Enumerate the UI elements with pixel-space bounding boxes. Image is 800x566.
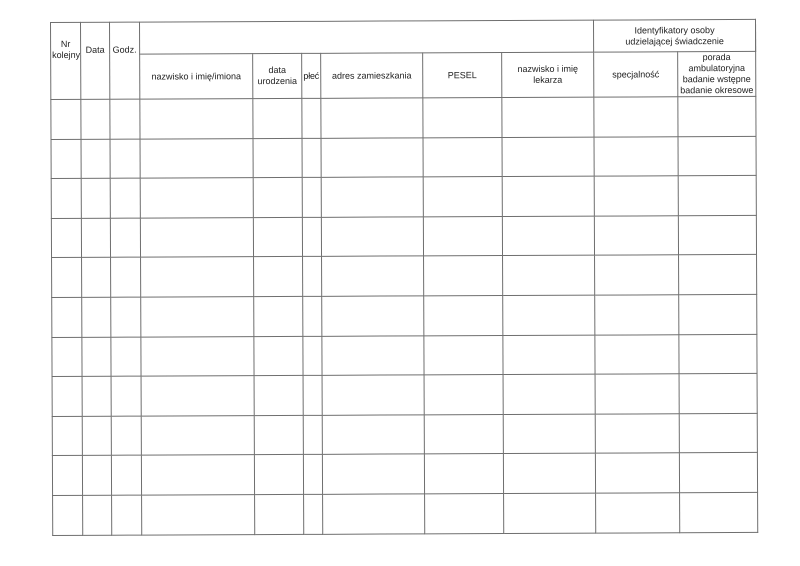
- table-row: [52, 374, 757, 417]
- cell-nazwisko-imiona[interactable]: [141, 257, 254, 297]
- cell-data[interactable]: [82, 456, 111, 496]
- cell-nazwisko-imiona[interactable]: [140, 217, 253, 257]
- header-row-top: [51, 19, 756, 54]
- table-body: [51, 96, 758, 535]
- cell-data-urodzenia[interactable]: [253, 98, 302, 138]
- cell-rodzaj-swiadczenia[interactable]: [679, 255, 757, 295]
- cell-godz[interactable]: [110, 139, 140, 179]
- header-data: Data: [81, 22, 110, 99]
- header-nazwisko-imiona: nazwisko i imię/imiona: [140, 54, 253, 99]
- cell-plec[interactable]: [303, 375, 322, 415]
- cell-plec[interactable]: [303, 415, 322, 455]
- header-nazwisko-lekarza: nazwisko i imię lekarza: [502, 52, 594, 97]
- cell-nazwisko-lekarza[interactable]: [503, 256, 595, 296]
- cell-specjalnosc[interactable]: [594, 136, 678, 176]
- cell-nr-kolejny[interactable]: [52, 297, 82, 337]
- cell-pesel[interactable]: [423, 98, 502, 138]
- cell-specjalnosc[interactable]: [595, 295, 679, 335]
- cell-pesel[interactable]: [424, 256, 503, 296]
- cell-adres-zamieszkania[interactable]: [321, 137, 423, 177]
- cell-adres-zamieszkania[interactable]: [322, 375, 424, 415]
- cell-nazwisko-lekarza[interactable]: [503, 374, 595, 414]
- header-row-bottom: [51, 51, 756, 99]
- cell-godz[interactable]: [111, 416, 141, 456]
- cell-data[interactable]: [81, 218, 110, 258]
- cell-nr-kolejny[interactable]: [51, 99, 81, 139]
- cell-pesel[interactable]: [424, 414, 503, 454]
- table-row: [52, 294, 757, 337]
- cell-nazwisko-imiona[interactable]: [140, 138, 253, 178]
- header-plec: płeć: [302, 53, 321, 98]
- table-row: [51, 176, 756, 219]
- cell-data[interactable]: [82, 258, 111, 298]
- header-patient-group: [140, 20, 594, 54]
- cell-nr-kolejny[interactable]: [52, 258, 82, 298]
- cell-rodzaj-swiadczenia[interactable]: [679, 334, 757, 374]
- cell-nazwisko-lekarza[interactable]: [502, 97, 594, 137]
- cell-nazwisko-imiona[interactable]: [141, 297, 254, 337]
- cell-pesel[interactable]: [424, 375, 503, 415]
- cell-rodzaj-swiadczenia[interactable]: [679, 453, 757, 493]
- cell-nr-kolejny[interactable]: [51, 179, 81, 219]
- cell-plec[interactable]: [303, 336, 322, 376]
- cell-adres-zamieszkania[interactable]: [322, 415, 424, 455]
- cell-data[interactable]: [81, 99, 110, 139]
- cell-nr-kolejny[interactable]: [52, 337, 82, 377]
- cell-nazwisko-imiona[interactable]: [140, 178, 253, 218]
- cell-nazwisko-lekarza[interactable]: [503, 295, 595, 335]
- cell-nazwisko-imiona[interactable]: [141, 336, 254, 376]
- cell-godz[interactable]: [111, 257, 141, 297]
- cell-data-urodzenia[interactable]: [253, 138, 302, 178]
- header-identyfikatory: Identyfikatory osoby udzielającej świadczenie: [593, 19, 755, 52]
- cell-adres-zamieszkania[interactable]: [321, 217, 423, 257]
- cell-adres-zamieszkania[interactable]: [323, 494, 425, 534]
- cell-data-urodzenia[interactable]: [254, 376, 303, 416]
- cell-pesel[interactable]: [423, 177, 502, 217]
- cell-pesel[interactable]: [423, 216, 502, 256]
- cell-specjalnosc[interactable]: [594, 97, 678, 137]
- cell-godz[interactable]: [110, 178, 140, 218]
- cell-nazwisko-imiona[interactable]: [141, 376, 254, 416]
- cell-nazwisko-lekarza[interactable]: [502, 137, 594, 177]
- cell-specjalnosc[interactable]: [595, 255, 679, 295]
- cell-pesel[interactable]: [424, 335, 503, 375]
- cell-pesel[interactable]: [423, 137, 502, 177]
- cell-rodzaj-swiadczenia[interactable]: [680, 492, 758, 532]
- cell-nazwisko-lekarza[interactable]: [503, 453, 595, 493]
- cell-godz[interactable]: [112, 495, 142, 535]
- cell-nazwisko-lekarza[interactable]: [502, 176, 594, 216]
- cell-rodzaj-swiadczenia[interactable]: [678, 215, 756, 255]
- table-row: [52, 453, 757, 496]
- cell-specjalnosc[interactable]: [595, 374, 679, 414]
- cell-data[interactable]: [83, 495, 112, 535]
- cell-rodzaj-swiadczenia[interactable]: [678, 176, 756, 216]
- cell-nazwisko-lekarza[interactable]: [502, 216, 594, 256]
- table-row: [53, 492, 758, 535]
- cell-godz[interactable]: [111, 297, 141, 337]
- cell-godz[interactable]: [111, 376, 141, 416]
- cell-data-urodzenia[interactable]: [254, 336, 303, 376]
- cell-nazwisko-imiona[interactable]: [141, 415, 254, 455]
- header-pesel: PESEL: [423, 53, 502, 98]
- cell-rodzaj-swiadczenia[interactable]: [679, 374, 757, 414]
- cell-data[interactable]: [81, 178, 110, 218]
- cell-specjalnosc[interactable]: [594, 216, 678, 256]
- cell-data-urodzenia[interactable]: [253, 178, 302, 218]
- cell-adres-zamieszkania[interactable]: [321, 98, 423, 138]
- header-godz: Godz.: [110, 22, 140, 99]
- cell-rodzaj-swiadczenia[interactable]: [678, 136, 756, 176]
- cell-data-urodzenia[interactable]: [255, 494, 304, 534]
- cell-adres-zamieszkania[interactable]: [322, 335, 424, 375]
- cell-nr-kolejny[interactable]: [52, 377, 82, 417]
- cell-nr-kolejny[interactable]: [52, 416, 82, 456]
- cell-adres-zamieszkania[interactable]: [321, 177, 423, 217]
- cell-rodzaj-swiadczenia[interactable]: [679, 413, 757, 453]
- cell-plec[interactable]: [302, 138, 321, 178]
- header-specjalnosc: specjalność: [594, 52, 678, 97]
- table-row: [51, 215, 756, 258]
- cell-data-urodzenia[interactable]: [254, 257, 303, 297]
- cell-data[interactable]: [82, 337, 111, 377]
- cell-plec[interactable]: [302, 98, 321, 138]
- cell-nazwisko-imiona[interactable]: [141, 455, 254, 495]
- cell-nazwisko-imiona[interactable]: [142, 495, 255, 535]
- cell-pesel[interactable]: [424, 295, 503, 335]
- cell-nazwisko-imiona[interactable]: [140, 99, 253, 139]
- cell-godz[interactable]: [111, 455, 141, 495]
- cell-data-urodzenia[interactable]: [254, 455, 303, 495]
- cell-nazwisko-lekarza[interactable]: [503, 414, 595, 454]
- cell-specjalnosc[interactable]: [595, 414, 679, 454]
- cell-data[interactable]: [82, 416, 111, 456]
- cell-data[interactable]: [82, 297, 111, 337]
- cell-nr-kolejny[interactable]: [52, 456, 82, 496]
- cell-adres-zamieszkania[interactable]: [322, 296, 424, 336]
- cell-data[interactable]: [82, 376, 111, 416]
- cell-pesel[interactable]: [425, 493, 504, 533]
- cell-nazwisko-lekarza[interactable]: [503, 335, 595, 375]
- header-data-urodzenia: data urodzenia: [253, 53, 302, 98]
- table-row: [52, 413, 757, 456]
- cell-plec[interactable]: [303, 455, 322, 495]
- cell-pesel[interactable]: [424, 454, 503, 494]
- cell-rodzaj-swiadczenia[interactable]: [679, 294, 757, 334]
- cell-plec[interactable]: [302, 178, 321, 218]
- table-row: [51, 96, 756, 139]
- cell-data-urodzenia[interactable]: [253, 217, 302, 257]
- cell-godz[interactable]: [111, 337, 141, 377]
- table-row: [52, 334, 757, 377]
- table-header: [51, 19, 756, 99]
- patient-register-table: [50, 19, 758, 536]
- cell-specjalnosc[interactable]: [595, 334, 679, 374]
- cell-specjalnosc[interactable]: [594, 176, 678, 216]
- cell-godz[interactable]: [110, 99, 140, 139]
- cell-nr-kolejny[interactable]: [53, 495, 83, 535]
- header-adres-zamieszkania: adres zamieszkania: [321, 53, 423, 98]
- table-row: [51, 136, 756, 179]
- header-rodzaj-opcje: porada ambulatoryjna badanie wstępne badanie okresowe: [678, 51, 756, 96]
- cell-adres-zamieszkania[interactable]: [322, 256, 424, 296]
- cell-data-urodzenia[interactable]: [254, 296, 303, 336]
- table-row: [52, 255, 757, 298]
- cell-plec[interactable]: [302, 217, 321, 257]
- cell-data-urodzenia[interactable]: [254, 415, 303, 455]
- cell-plec[interactable]: [304, 494, 323, 534]
- cell-nr-kolejny[interactable]: [51, 218, 81, 258]
- cell-nr-kolejny[interactable]: [51, 139, 81, 179]
- cell-data[interactable]: [81, 139, 110, 179]
- cell-specjalnosc[interactable]: [595, 453, 679, 493]
- cell-godz[interactable]: [110, 218, 140, 258]
- header-nr-kolejny: Nr kolejny: [51, 22, 81, 99]
- cell-rodzaj-swiadczenia[interactable]: [678, 96, 756, 136]
- cell-plec[interactable]: [303, 296, 322, 336]
- cell-plec[interactable]: [303, 257, 322, 297]
- cell-specjalnosc[interactable]: [596, 493, 680, 533]
- cell-nazwisko-lekarza[interactable]: [504, 493, 596, 533]
- cell-adres-zamieszkania[interactable]: [322, 454, 424, 494]
